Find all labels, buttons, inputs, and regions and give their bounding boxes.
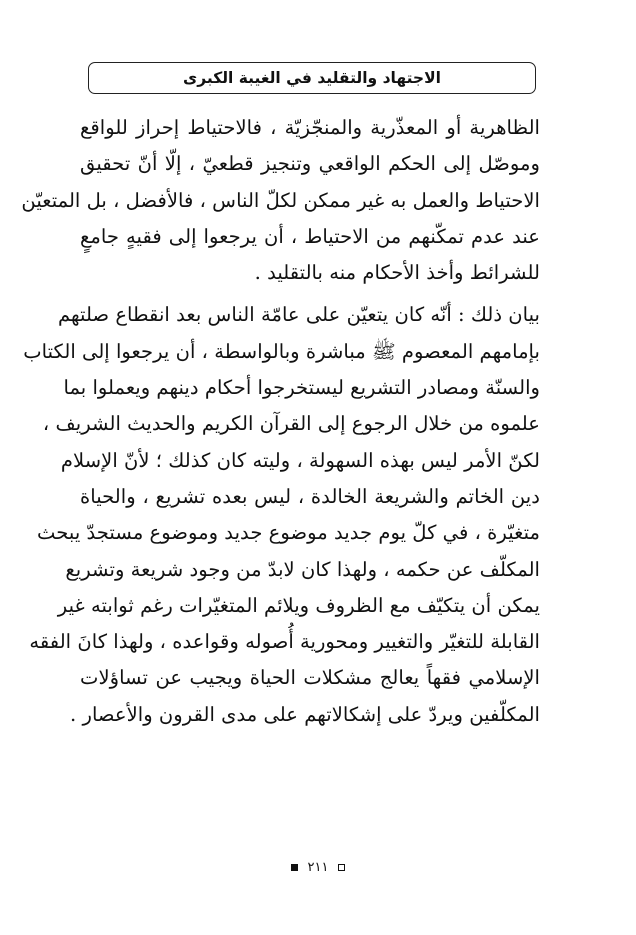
text-line: وموصّل إلى الحكم الواقعي وتنجيز قطعيّ ، إلّا أنّ تحقيق	[80, 152, 540, 176]
text-line: المكلّف عن حكمه ، ولهذا كان لابدّ من وجود شريعة وتشريع	[65, 557, 540, 581]
text-line: القابلة للتغيّر والتغيير ومحورية أُصوله وقواعده ، ولهذا كانَ الفقه	[29, 630, 540, 654]
text-line: بإمامهم المعصوم ﷺ مباشرة وبالواسطة ، أن يرجعوا إلى الكتاب	[23, 339, 540, 363]
text-line: بيان ذلك : أنّه كان يتعيّن على عامّة الناس بعد انقطاع صلتهم	[57, 303, 540, 327]
text-line: دين الخاتم والشريعة الخالدة ، ليس بعده تشريع ، والحياة	[80, 484, 540, 508]
text-line: علموه من خلال الرجوع إلى القرآن الكريم والحديث الشريف ،	[42, 412, 540, 436]
text-line: عند عدم تمكّنهم من الاحتياط ، أن يرجعوا إلى فقيهٍ جامعٍ	[80, 224, 540, 248]
text-line: المكلّفين ويردّ على إشكالاتهم على مدى القرون والأعصار .	[70, 702, 540, 726]
paragraph	[23, 297, 540, 733]
text-line: والسنّة ومصادر التشريع ليستخرجوا أحكام دينهم ويعملوا بما	[63, 376, 540, 400]
text-line: لكنّ الأمر ليس بهذه السهولة ، وليته كان كذلك ؛ لأنّ الإسلام	[60, 448, 540, 472]
text-line: الاحتياط والعمل به غير ممكن لكلّ الناس ، فالأفضل ، بل المتعيّن	[21, 188, 540, 212]
page-number: ٢١١	[307, 860, 329, 875]
header-title: الاجتهاد والتقليد في الغيبة الكبرى	[183, 69, 441, 87]
text-line: يمكن أن يتكيّف مع الظروف ويلائم المتغيّرات رغم ثوابته غير	[57, 593, 540, 617]
page-footer	[0, 860, 636, 875]
text-line: الظاهرية أو المعذّرية والمنجّزيّة ، فالاحتياط إحراز للواقع	[80, 116, 540, 139]
running-header	[88, 62, 536, 94]
filled-square-icon	[291, 864, 298, 871]
text-line: للشرائط وأخذ الأحكام منه بالتقليد .	[254, 261, 540, 285]
body-text	[21, 110, 540, 733]
paragraph	[21, 110, 540, 291]
open-square-icon	[338, 864, 345, 871]
text-line: الإسلامي فقهاً يعالج مشكلات الحياة ويجيب عن تساؤلات	[80, 666, 540, 690]
text-line: متغيّرة ، في كلّ يوم جديد موضوع جديد وموضوع مستجدّ يبحث	[37, 521, 540, 545]
